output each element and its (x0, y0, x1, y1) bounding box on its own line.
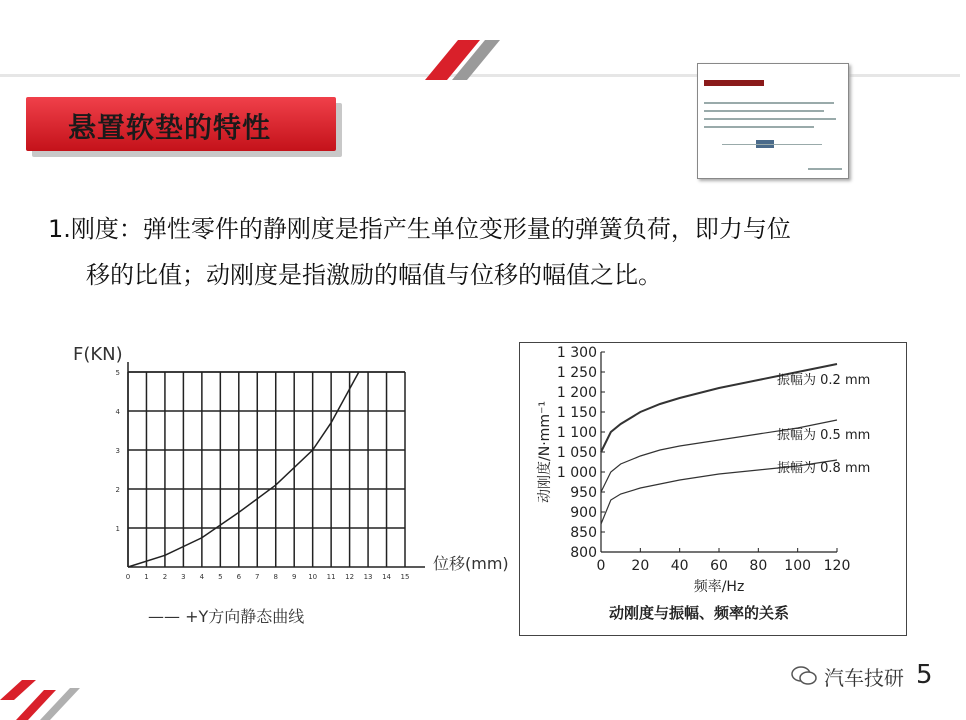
y-tick-label: 900 (570, 505, 597, 521)
x-tick-label: 7 (255, 573, 260, 581)
x-tick-label: 0 (596, 558, 606, 574)
x-tick-label: 9 (291, 573, 297, 581)
slide-title: 悬置软垫的特性 (68, 111, 272, 144)
y-tick-label: 3 (115, 447, 120, 455)
x-tick-label: 5 (218, 573, 223, 581)
thumbnail-line (722, 144, 822, 145)
footer-stripe-red (0, 680, 36, 700)
y-tick-label: 1 100 (556, 425, 597, 441)
y-tick-label: 1 050 (556, 445, 597, 461)
x-tick-label: 13 (363, 573, 373, 581)
x-tick-label: 12 (345, 573, 355, 581)
x-axis-label: 位移(mm) (433, 554, 509, 573)
x-tick-label: 8 (273, 573, 278, 581)
y-tick-label: 2 (115, 486, 120, 494)
dynamic-stiffness-chart (519, 342, 907, 636)
x-tick-label: 40 (670, 558, 689, 574)
x-tick-label: 6 (236, 573, 242, 581)
paragraph-line-1: 1.刚度：弹性零件的静刚度是指产生单位变形量的弹簧负荷，即力与位 (48, 215, 791, 243)
series-label: 振幅为 0.8 mm (777, 461, 871, 476)
x-tick-label: 20 (631, 558, 650, 574)
x-tick-label: 60 (710, 558, 728, 574)
thumbnail-header-bar (704, 80, 764, 86)
y-tick-label: 850 (570, 525, 597, 541)
y-tick-label: 4 (115, 408, 120, 416)
watermark-text: 汽车技研 (824, 666, 904, 690)
x-tick-label: 10 (308, 573, 318, 581)
y-tick-label: 1 150 (556, 405, 597, 421)
y-tick-label: 1 300 (556, 345, 597, 361)
thumbnail-line (704, 118, 836, 120)
x-tick-label: 1 (144, 573, 149, 581)
y-tick-label: 800 (570, 545, 597, 561)
x-tick-label: 80 (749, 558, 768, 574)
series-label: 振幅为 0.2 mm (777, 373, 871, 388)
y-tick-label: 950 (570, 485, 597, 501)
page-number: 5 (916, 660, 933, 690)
thumbnail-line (704, 110, 824, 112)
y-axis-label: 动刚度/N·mm⁻¹ (537, 401, 553, 503)
x-tick-label: 14 (382, 573, 391, 581)
thumbnail-line (704, 102, 834, 104)
y-tick-label: 1 250 (556, 365, 597, 381)
x-tick-label: 11 (326, 573, 336, 581)
thumbnail-line (704, 126, 814, 128)
x-tick-label: 0 (125, 573, 131, 581)
paragraph-line-2: 移的比值；动刚度是指激励的幅值与位移的幅值之比。 (86, 261, 662, 289)
x-tick-label: 15 (400, 573, 410, 581)
static-stiffness-chart (60, 330, 509, 640)
chart-title: 动刚度与振幅、频率的关系 (608, 604, 790, 622)
y-axis-label: F(KN) (73, 344, 123, 365)
thumbnail-line (808, 168, 842, 170)
series-line-static (128, 372, 359, 567)
legend-text: —— +Y方向静态曲线 (148, 607, 305, 626)
x-tick-label: 4 (199, 573, 205, 581)
x-tick-label: 3 (181, 573, 186, 581)
y-tick-label: 1 (115, 525, 120, 533)
y-tick-label: 1 000 (556, 465, 597, 481)
x-tick-label: 120 (823, 558, 851, 574)
y-tick-label: 1 200 (556, 385, 597, 401)
wechat-icon (790, 664, 818, 686)
thumbnail-image (697, 63, 849, 179)
series-label: 振幅为 0.5 mm (777, 428, 871, 443)
x-axis-label: 频率/Hz (693, 579, 745, 595)
x-tick-label: 2 (162, 573, 168, 581)
y-tick-label: 5 (115, 369, 120, 377)
x-tick-label: 100 (784, 558, 812, 574)
